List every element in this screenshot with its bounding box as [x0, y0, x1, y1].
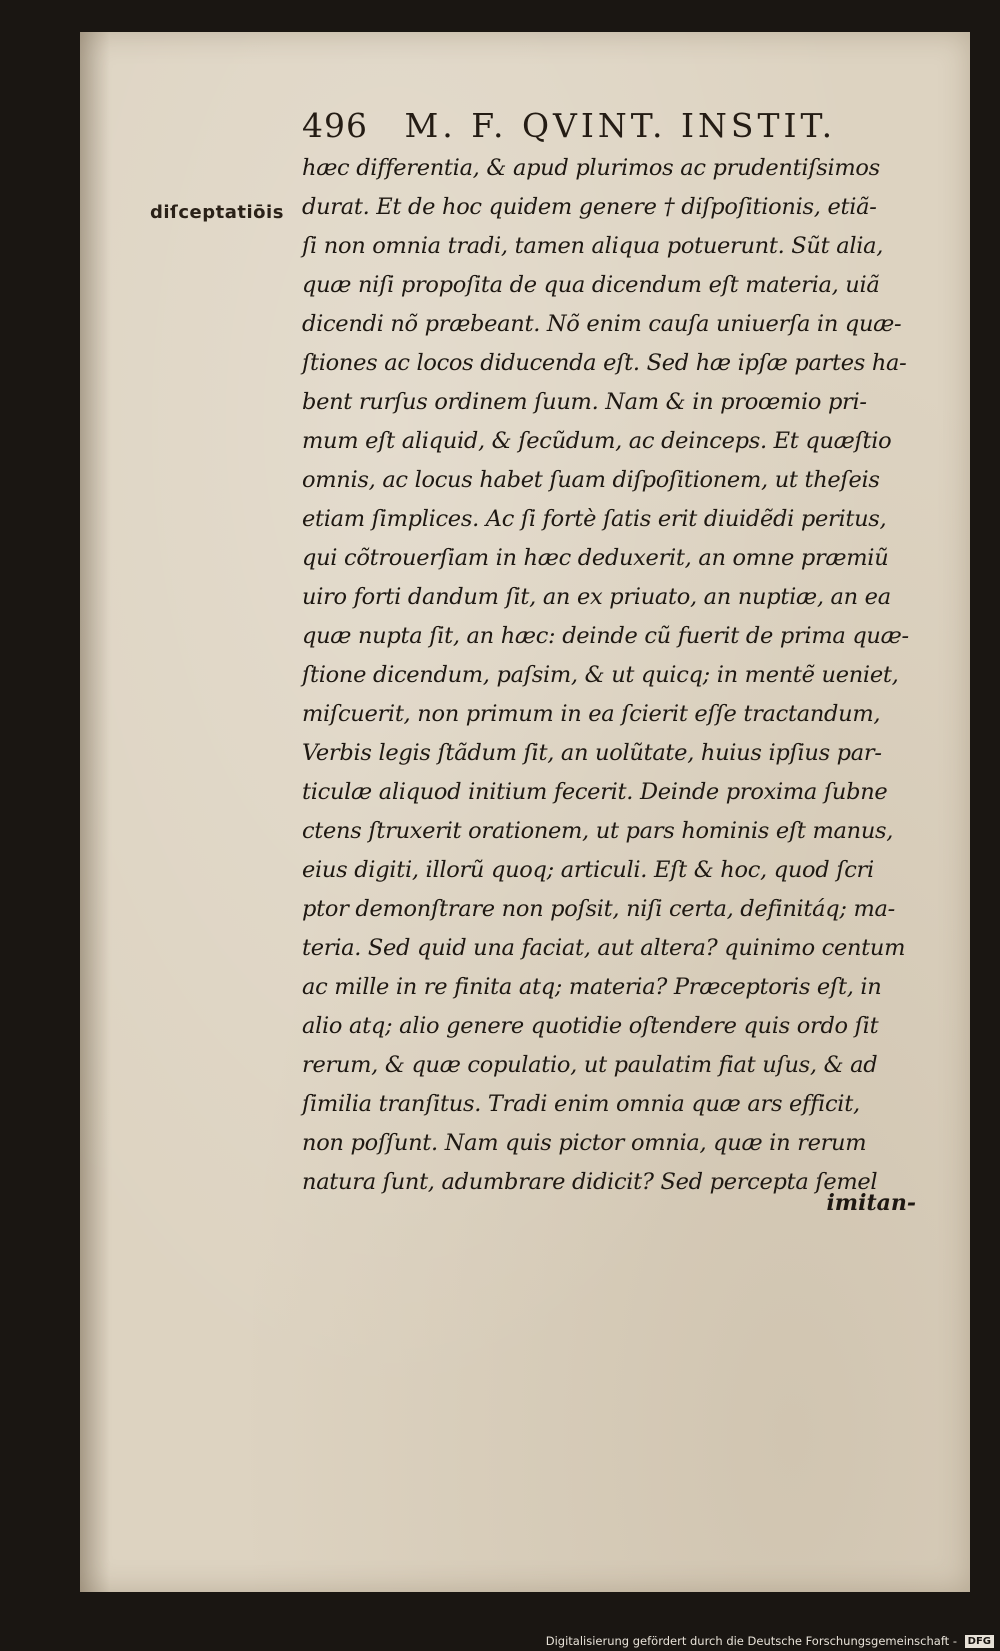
text-line: ſi non omnia tradi, tamen aliqua potuerunt. Sũt alia, — [302, 233, 884, 259]
running-title: M. F. QVINT. INSTIT. — [404, 106, 837, 145]
body-text — [302, 149, 942, 1202]
catchword: imitan- — [826, 1190, 916, 1216]
text-line: quæ niſi propoſita de qua dicendum eſt materia, uiã — [302, 272, 880, 298]
text-line: ptor demonſtrare non poſsit, niſi certa, definitáq; ma- — [302, 896, 895, 922]
text-line: bent rurſus ordinem ſuum. Nam & in proœmio pri- — [302, 389, 867, 415]
text-line: miſcuerit, non primum in ea ſcierit eſſe tractandum, — [302, 701, 881, 727]
text-line: dicendi nõ præbeant. Nõ enim cauſa uniuerſa in quæ- — [302, 311, 902, 337]
text-line: ſtiones ac locos diducenda eſt. Sed hæ ipſæ partes ha- — [302, 350, 907, 376]
text-line: alio atq; alio genere quotidie oſtendere quis ordo ſit — [302, 1013, 879, 1039]
text-line: ctens ſtruxerit orationem, ut pars hominis eſt manus, — [302, 818, 894, 844]
dfg-logo-icon: DFG — [965, 1635, 994, 1648]
text-line: qui cõtrouerſiam in hæc deduxerit, an omne præmiũ — [302, 545, 889, 571]
text-line: eius digiti, illorũ quoq; articuli. Eſt & hoc, quod ſcri — [302, 857, 874, 883]
text-line: teria. Sed quid una faciat, aut altera? quinimo centum — [302, 935, 906, 961]
text-line: ſtione dicendum, paſsim, & ut quicq; in mentẽ ueniet, — [302, 662, 899, 688]
text-line: rerum, & quæ copulatio, ut paulatim fiat uſus, & ad — [302, 1052, 878, 1078]
text-line: omnis, ac locus habet ſuam diſpoſitionem, ut theſeis — [302, 467, 880, 493]
text-line: hæc differentia, & apud plurimos ac prudentiſsimos — [302, 155, 880, 181]
text-line: ticulæ aliquod initium fecerit. Deinde proxima ſubne — [302, 779, 888, 805]
text-line: ſimilia tranſitus. Tradi enim omnia quæ ars efficit, — [302, 1091, 860, 1117]
page-header — [302, 106, 922, 145]
marginal-note: diſceptatiōis — [150, 202, 284, 223]
text-line: Verbis legis ſtãdum ſit, an uolũtate, huius ipſius par- — [302, 740, 882, 766]
text-line: etiam ſimplices. Ac ſi fortè ſatis erit diuidẽdi peritus, — [302, 506, 887, 532]
text-line: durat. Et de hoc quidem genere † diſpoſitionis, etiã- — [302, 194, 877, 220]
text-line: non poſſunt. Nam quis pictor omnia, quæ in rerum — [302, 1130, 867, 1156]
text-line: ac mille in re finita atq; materia? Præceptoris eſt, in — [302, 974, 882, 1000]
page-number: 496 — [302, 106, 368, 145]
text-line: mum eſt aliquid, & ſecũdum, ac deinceps. Et quæſtio — [302, 428, 892, 454]
text-line: natura ſunt, adumbrare didicit? Sed percepta ſemel — [302, 1169, 878, 1195]
book-page — [80, 32, 970, 1592]
credit-text: Digitalisierung gefördert durch die Deutsche Forschungsgemeinschaft - — [545, 1634, 957, 1648]
text-line: quæ nupta ſit, an hæc: deinde cũ fuerit de prima quæ- — [302, 623, 909, 649]
text-line: uiro forti dandum ſit, an ex priuato, an nuptiæ, an ea — [302, 584, 891, 610]
digitization-credit — [546, 1634, 994, 1648]
